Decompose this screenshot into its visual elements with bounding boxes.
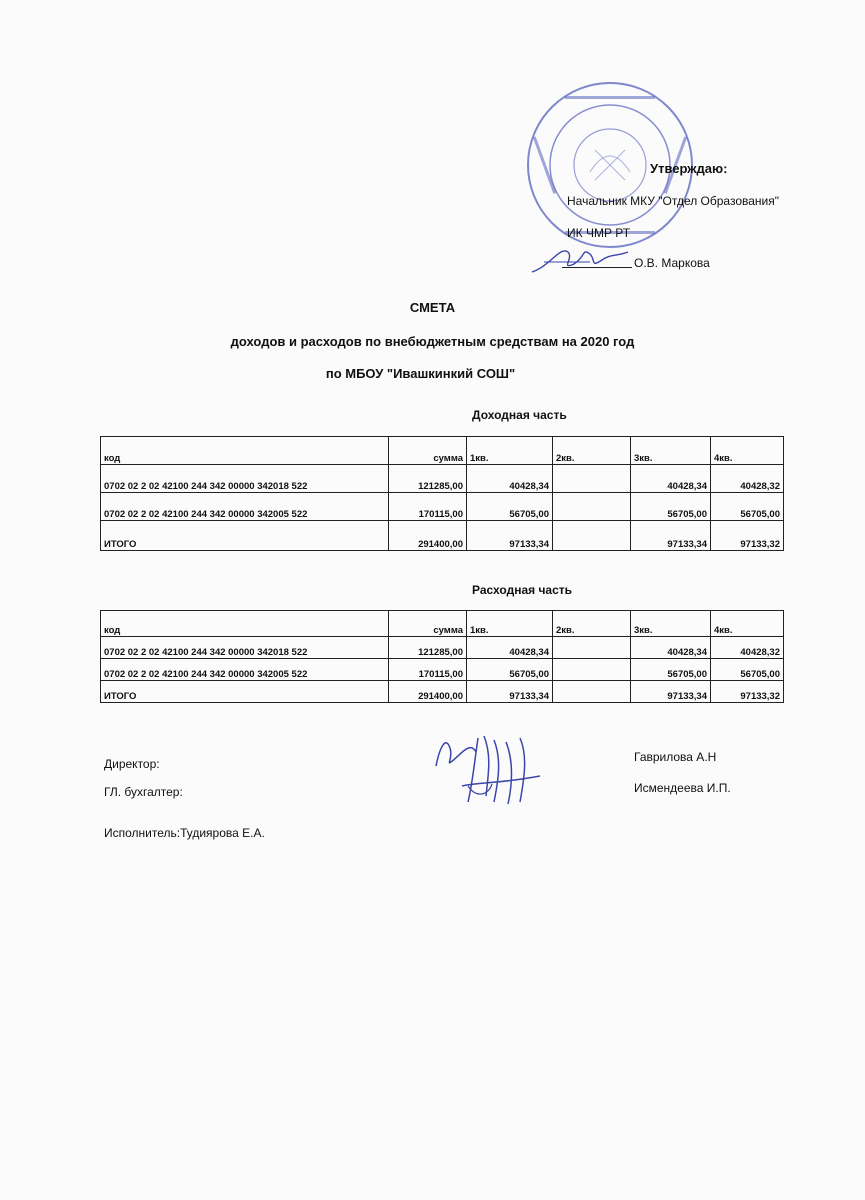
table-total-row: [101, 681, 784, 703]
approval-name: О.В. Маркова: [634, 256, 710, 270]
cell-q1: 97133,34: [467, 521, 553, 551]
cell-code: ИТОГО: [101, 681, 389, 703]
cell-code: 0702 02 2 02 42100 244 342 00000 342005 522: [101, 659, 389, 681]
table-header-row: [101, 611, 784, 637]
header-cell-sum: сумма: [389, 437, 467, 465]
cell-q3: 97133,34: [631, 681, 711, 703]
accountant-label: ГЛ. бухгалтер:: [104, 785, 183, 799]
cell-sum: 170115,00: [389, 493, 467, 521]
header-cell-q1: 1кв.: [467, 611, 553, 637]
cell-sum: 121285,00: [389, 465, 467, 493]
table-row: [101, 465, 784, 493]
cell-code: 0702 02 2 02 42100 244 342 00000 342018 522: [101, 465, 389, 493]
cell-q2: [553, 681, 631, 703]
cell-sum: 170115,00: [389, 659, 467, 681]
expense-section-title: Расходная часть: [472, 583, 573, 597]
cell-q2: [553, 493, 631, 521]
cell-q3: 56705,00: [631, 659, 711, 681]
header-cell-q3: 3кв.: [631, 437, 711, 465]
header-cell-sum: сумма: [389, 611, 467, 637]
cell-q1: 40428,34: [467, 465, 553, 493]
header-cell-q2: 2кв.: [553, 611, 631, 637]
table-row: [101, 493, 784, 521]
accountant-name: Исмендеева И.П.: [634, 781, 731, 795]
document-title: СМЕТА: [409, 300, 456, 315]
cell-sum: 291400,00: [389, 521, 467, 551]
table-header-row: [101, 437, 784, 465]
cell-q4: 40428,32: [711, 637, 784, 659]
approval-signature: [530, 238, 630, 278]
executor-label: Исполнитель:Тудиярова Е.А.: [104, 826, 265, 840]
director-signature: [428, 726, 568, 810]
approval-title: Утверждаю:: [650, 161, 728, 176]
header-cell-q3: 3кв.: [631, 611, 711, 637]
cell-q1: 40428,34: [467, 637, 553, 659]
table-total-row: [101, 521, 784, 551]
cell-code: ИТОГО: [101, 521, 389, 551]
income-table: [100, 436, 784, 551]
header-cell-q4: 4кв.: [711, 437, 784, 465]
header-cell-q4: 4кв.: [711, 611, 784, 637]
cell-q2: [553, 659, 631, 681]
cell-code: 0702 02 2 02 42100 244 342 00000 342018 522: [101, 637, 389, 659]
cell-q3: 97133,34: [631, 521, 711, 551]
cell-q1: 97133,34: [467, 681, 553, 703]
cell-q3: 56705,00: [631, 493, 711, 521]
document-organization: по МБОУ "Ивашкинкий СОШ": [325, 366, 516, 381]
header-cell-code: код: [101, 611, 389, 637]
approval-position: Начальник МКУ "Отдел Образования": [567, 194, 780, 208]
cell-q4: 97133,32: [711, 521, 784, 551]
cell-sum: 121285,00: [389, 637, 467, 659]
cell-q1: 56705,00: [467, 659, 553, 681]
cell-q2: [553, 465, 631, 493]
expense-table: [100, 610, 784, 703]
cell-q2: [553, 637, 631, 659]
table-row: [101, 659, 784, 681]
director-name: Гаврилова А.Н: [634, 750, 717, 764]
cell-q3: 40428,34: [631, 637, 711, 659]
approval-organization: ИК ЧМР РТ: [567, 226, 631, 240]
header-cell-q2: 2кв.: [553, 437, 631, 465]
cell-q4: 97133,32: [711, 681, 784, 703]
income-section-title: Доходная часть: [472, 408, 567, 422]
cell-q2: [553, 521, 631, 551]
cell-q4: 40428,32: [711, 465, 784, 493]
cell-q4: 56705,00: [711, 659, 784, 681]
document-subtitle: доходов и расходов по внебюджетным средствам на 2020 год: [230, 334, 635, 349]
table-row: [101, 637, 784, 659]
cell-q1: 56705,00: [467, 493, 553, 521]
header-cell-code: код: [101, 437, 389, 465]
cell-sum: 291400,00: [389, 681, 467, 703]
cell-q4: 56705,00: [711, 493, 784, 521]
cell-code: 0702 02 2 02 42100 244 342 00000 342005 522: [101, 493, 389, 521]
header-cell-q1: 1кв.: [467, 437, 553, 465]
cell-q3: 40428,34: [631, 465, 711, 493]
director-label: Директор:: [104, 757, 160, 771]
